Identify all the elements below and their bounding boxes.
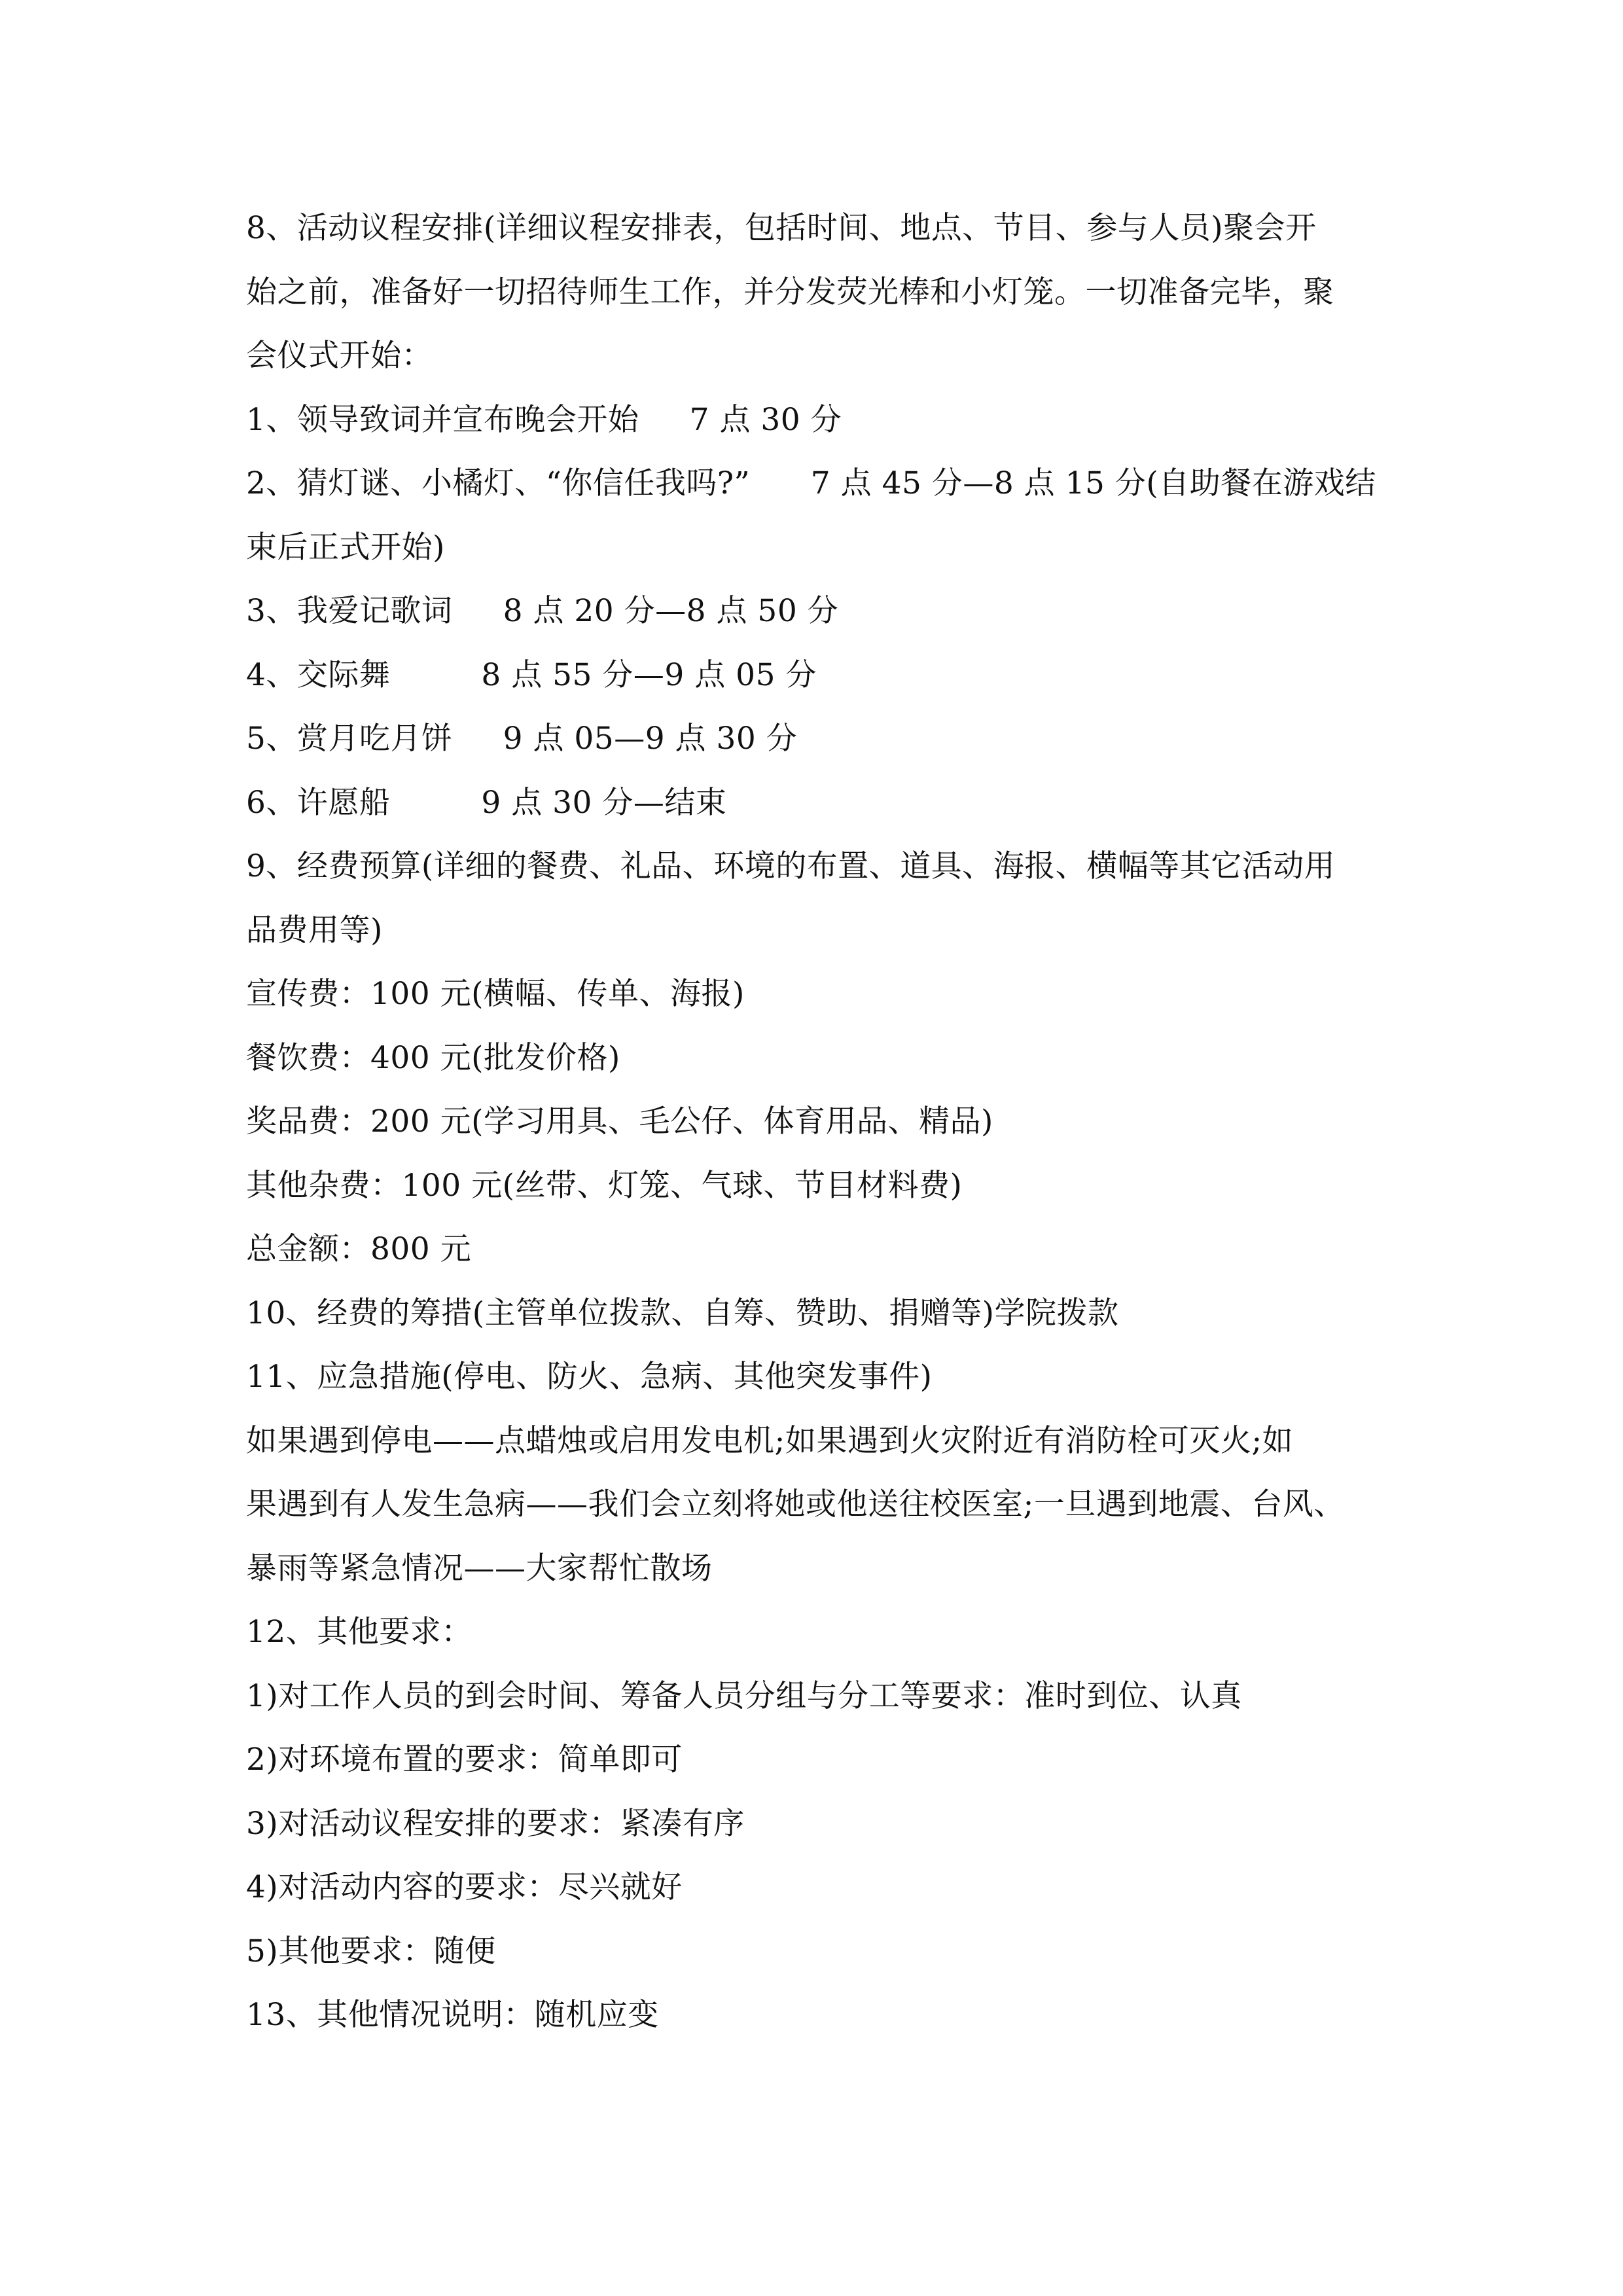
text-line: 始之前，准备好一切招待师生工作，并分发荧光棒和小灯笼。一切准备完毕，聚: [246, 274, 1334, 310]
text-line: 暴雨等紧急情况——大家帮忙散场: [246, 1550, 713, 1587]
schedule-item-6: 6、许愿船 9 点 30 分—结束: [246, 784, 727, 821]
budget-item: 餐饮费：400 元(批发价格): [246, 1039, 620, 1076]
budget-item: 其他杂费：100 元(丝带、灯笼、气球、节目材料费): [246, 1167, 963, 1204]
text-line: 会仪式开始：: [246, 338, 433, 374]
emergency-heading: 11、应急措施(停电、防火、急病、其他突发事件): [246, 1359, 933, 1395]
schedule-item-4: 4、交际舞 8 点 55 分—9 点 05 分: [246, 656, 817, 693]
requirements-heading: 12、其他要求：: [246, 1614, 473, 1650]
text-line: 果遇到有人发生急病——我们会立刻将她或他送往校医室;一旦遇到地震、台风、: [246, 1486, 1345, 1522]
other-notes-heading: 13、其他情况说明：随机应变: [246, 1997, 659, 2033]
schedule-item-5: 5、赏月吃月饼 9 点 05—9 点 30 分: [246, 721, 798, 757]
budget-total: 总金额：800 元: [246, 1231, 472, 1267]
requirement-item: 5)其他要求：随便: [246, 1933, 496, 1969]
requirement-item: 2)对环境布置的要求：简单即可: [246, 1742, 683, 1778]
budget-heading: 9、经费预算(详细的餐费、礼品、环境的布置、道具、海报、横幅等其它活动用: [246, 848, 1336, 884]
schedule-item-2: 2、猜灯谜、小橘灯、“你信任我吗?” 7 点 45 分—8 点 15 分(自助餐在游戏结: [246, 465, 1376, 501]
budget-item: 奖品费：200 元(学习用具、毛公仔、体育用品、精品): [246, 1103, 993, 1139]
text-line: 品费用等): [246, 912, 383, 948]
schedule-item-1: 1、领导致词并宣布晚会开始 7 点 30 分: [246, 401, 842, 438]
document-page: [246, 196, 1411, 2047]
requirement-item: 1)对工作人员的到会时间、筹备人员分组与分工等要求：准时到位、认真: [246, 1677, 1242, 1714]
requirement-item: 4)对活动内容的要求：尽兴就好: [246, 1869, 683, 1905]
text-line: 束后正式开始): [246, 529, 445, 565]
budget-item: 宣传费：100 元(横幅、传单、海报): [246, 976, 745, 1012]
text-line: 如果遇到停电——点蜡烛或启用发电机;如果遇到火灾附近有消防栓可灭火;如: [246, 1422, 1294, 1459]
requirement-item: 3)对活动议程安排的要求：紧凑有序: [246, 1805, 745, 1842]
text-line: 8、活动议程安排(详细议程安排表，包括时间、地点、节目、参与人员)聚会开: [246, 210, 1317, 246]
schedule-item-3: 3、我爱记歌词 8 点 20 分—8 点 50 分: [246, 593, 839, 629]
funding-heading: 10、经费的筹措(主管单位拨款、自筹、赞助、捐赠等)学院拨款: [246, 1295, 1119, 1331]
